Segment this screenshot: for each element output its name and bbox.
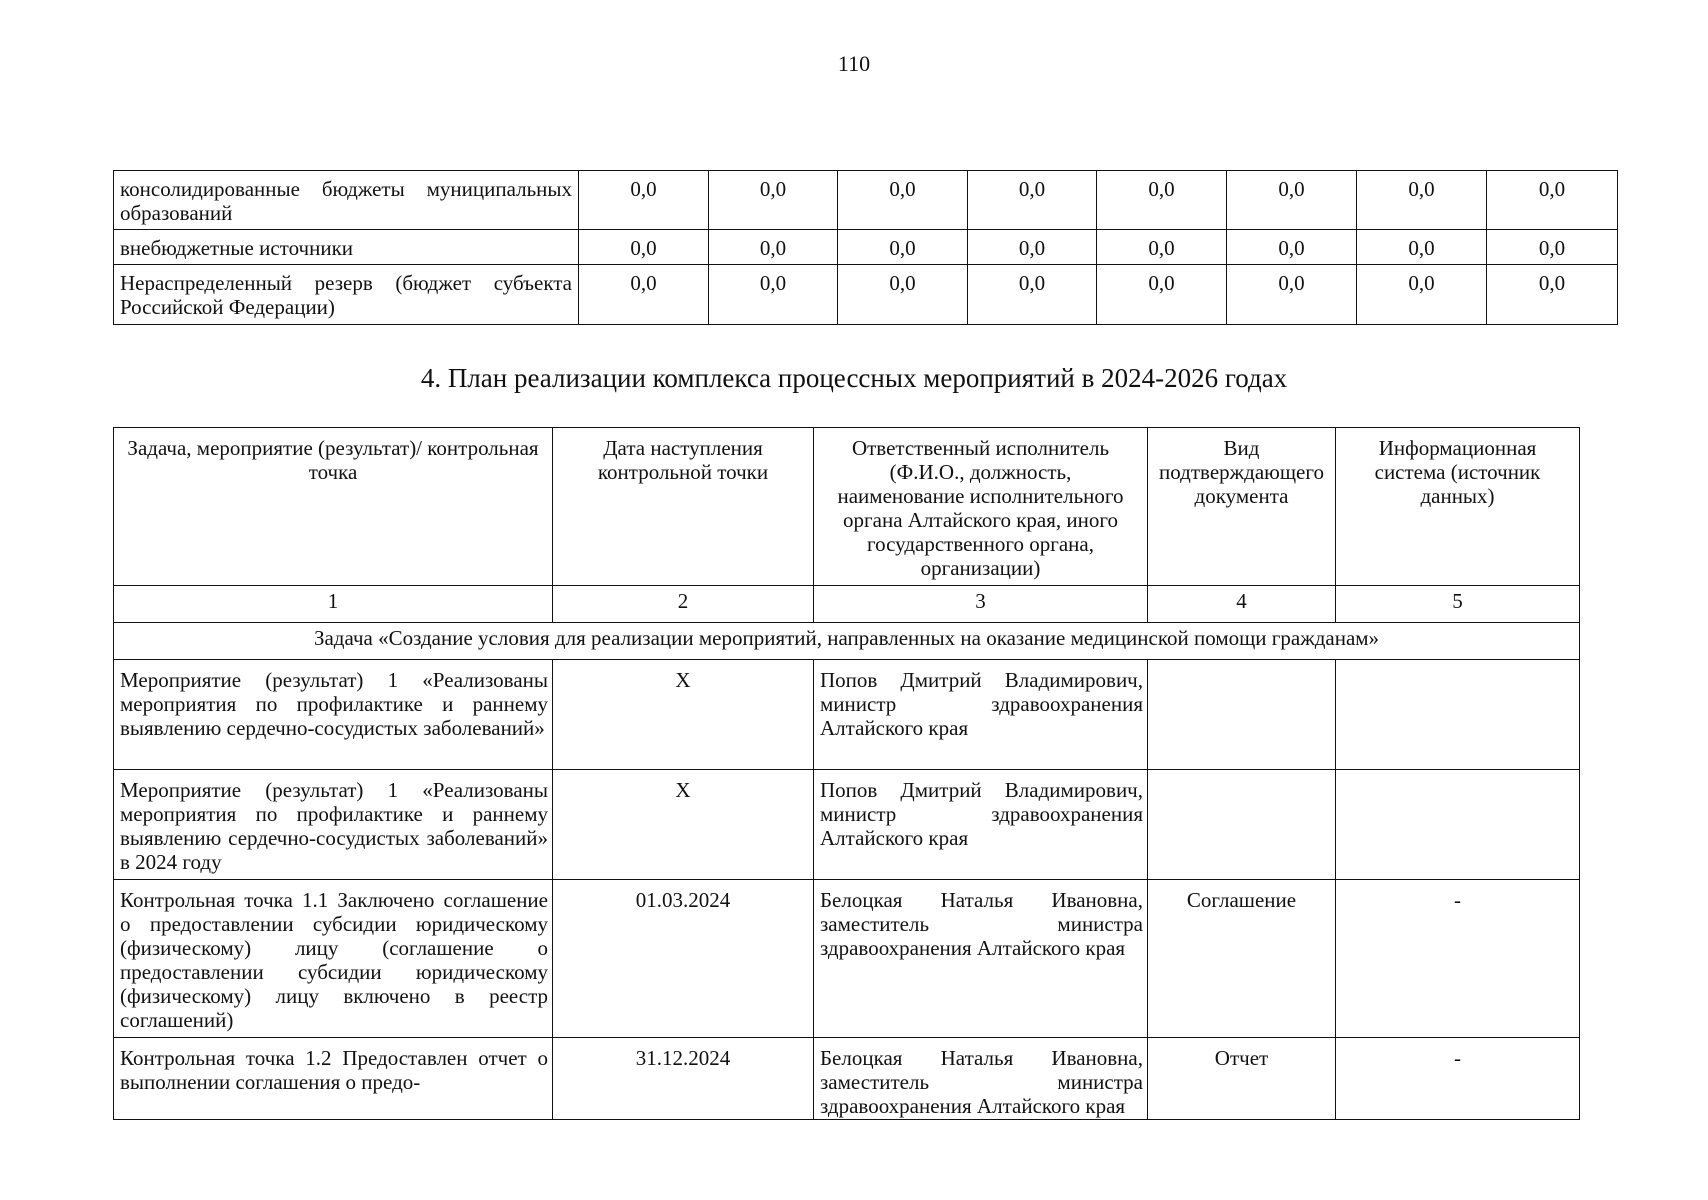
budget-value: 0,0 (838, 265, 968, 325)
column-number: 2 (553, 586, 814, 623)
budget-value: 0,0 (1487, 265, 1618, 325)
budget-value: 0,0 (1357, 171, 1487, 230)
activity-name: Контрольная точка 1.2 Предоставлен отчет о выполнении соглашения о предо- (114, 1038, 553, 1120)
budget-row (114, 230, 1618, 265)
responsible-executor: Попов Дмитрий Владимирович, министр здравоохранения Алтайского края (814, 770, 1148, 880)
column-header: Информационная система (источник данных) (1336, 428, 1580, 586)
information-system (1336, 770, 1580, 880)
document-type (1148, 660, 1336, 770)
budget-value: 0,0 (1097, 265, 1227, 325)
column-number: 5 (1336, 586, 1580, 623)
plan-table (113, 427, 1580, 1120)
budget-value: 0,0 (1097, 171, 1227, 230)
section-title: 4. План реализации комплекса процессных мероприятий в 2024-2026 годах (420, 363, 1288, 393)
budget-row (114, 171, 1618, 230)
budget-value: 0,0 (709, 230, 838, 265)
budget-value: 0,0 (968, 265, 1097, 325)
table-row (114, 660, 1580, 770)
responsible-executor: Белоцкая Наталья Ивановна, заместитель министра здравоохранения Алтайского края (814, 880, 1148, 1038)
budget-value: 0,0 (709, 171, 838, 230)
budget-value: 0,0 (838, 230, 968, 265)
budget-row-label: внебюджетные источники (114, 230, 579, 265)
control-date: Х (553, 770, 814, 880)
task-title: Задача «Создание условия для реализации мероприятий, направленных на оказание медицинской помощи гражданам» (114, 623, 1580, 660)
budget-value: 0,0 (1227, 265, 1357, 325)
budget-value: 0,0 (1097, 230, 1227, 265)
budget-value: 0,0 (579, 265, 709, 325)
budget-value: 0,0 (1227, 171, 1357, 230)
information-system: - (1336, 1038, 1580, 1120)
budget-value: 0,0 (1487, 230, 1618, 265)
column-number: 4 (1148, 586, 1336, 623)
budget-value: 0,0 (1487, 171, 1618, 230)
budget-value: 0,0 (579, 171, 709, 230)
document-type: Соглашение (1148, 880, 1336, 1038)
budget-value: 0,0 (579, 230, 709, 265)
budget-row-label: Нераспределенный резерв (бюджет субъекта Российской Федерации) (114, 265, 579, 325)
column-header: Вид подтверждающего документа (1148, 428, 1336, 586)
column-header: Дата наступления контрольной точки (553, 428, 814, 586)
column-number: 3 (814, 586, 1148, 623)
budget-value: 0,0 (968, 230, 1097, 265)
column-header: Ответственный исполнитель (Ф.И.О., должность, наименование исполнительного органа Алтайского края, иного государственного органа, организации) (814, 428, 1148, 586)
activity-name: Контрольная точка 1.1 Заключено соглашение о предоставлении субсидии юридическому (физическому) лицу (соглашение о предоставлении субсидии юридическому (физическому) лицу включено в реестр соглашений) (114, 880, 553, 1038)
budget-value: 0,0 (1357, 230, 1487, 265)
document-type: Отчет (1148, 1038, 1336, 1120)
control-date: 31.12.2024 (553, 1038, 814, 1120)
budget-table (113, 170, 1618, 325)
table-row (114, 1038, 1580, 1120)
responsible-executor: Белоцкая Наталья Ивановна, заместитель министра здравоохранения Алтайского края (814, 1038, 1148, 1120)
information-system (1336, 660, 1580, 770)
budget-value: 0,0 (1227, 230, 1357, 265)
column-number-row (114, 586, 1580, 623)
plan-header-row (114, 428, 1580, 586)
budget-value: 0,0 (968, 171, 1097, 230)
column-number: 1 (114, 586, 553, 623)
activity-name: Мероприятие (результат) 1 «Реализованы мероприятия по профилактике и раннему выявлению сердечно-сосудистых заболеваний» (114, 660, 553, 770)
activity-name: Мероприятие (результат) 1 «Реализованы мероприятия по профилактике и раннему выявлению сердечно-сосудистых заболеваний» в 2024 году (114, 770, 553, 880)
page-number: 110 (837, 51, 871, 76)
budget-value: 0,0 (838, 171, 968, 230)
column-header: Задача, мероприятие (результат)/ контрольная точка (114, 428, 553, 586)
budget-value: 0,0 (1357, 265, 1487, 325)
budget-value: 0,0 (709, 265, 838, 325)
information-system: - (1336, 880, 1580, 1038)
budget-row-label: консолидированные бюджеты муниципальных образований (114, 171, 579, 230)
control-date: Х (553, 660, 814, 770)
control-date: 01.03.2024 (553, 880, 814, 1038)
document-type (1148, 770, 1336, 880)
task-row (114, 623, 1580, 660)
table-row (114, 880, 1580, 1038)
table-row (114, 770, 1580, 880)
responsible-executor: Попов Дмитрий Владимирович, министр здравоохранения Алтайского края (814, 660, 1148, 770)
budget-row (114, 265, 1618, 325)
